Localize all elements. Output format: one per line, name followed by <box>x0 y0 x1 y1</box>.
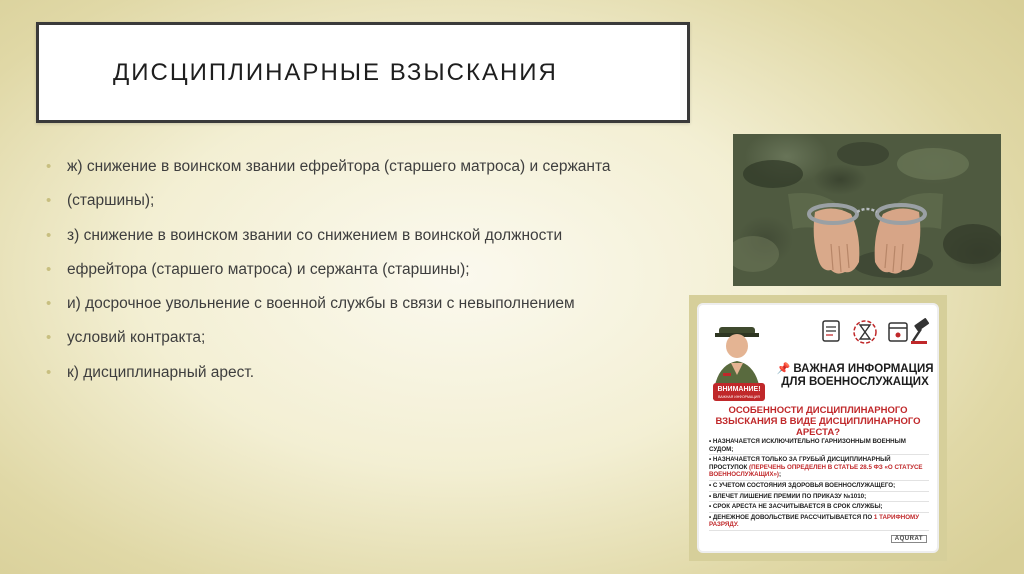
list-item <box>709 437 929 455</box>
poster-card <box>697 303 939 553</box>
list-item <box>709 492 929 503</box>
document-icon <box>823 321 839 341</box>
poster-item-text: • НАЗНАЧАЕТСЯ ТОЛЬКО ЗА ГРУБЫЙ ДИСЦИПЛИНАРНЫЙ ПРОСТУПОК <box>709 456 891 471</box>
info-poster <box>689 295 947 561</box>
title-box <box>36 22 690 123</box>
bullet-dot: • <box>46 363 52 381</box>
handcuffs-photo <box>733 134 1001 286</box>
calendar-icon <box>889 323 907 341</box>
list-item <box>709 502 929 513</box>
hourglass-icon <box>854 321 876 343</box>
bullet-text: ж) снижение в воинском звании ефрейтора (старшего матроса) и сержанта <box>67 158 611 175</box>
warning-badge <box>713 383 765 401</box>
handcuffed-hands-illustration <box>733 134 1001 286</box>
bullet-dot: • <box>46 295 52 313</box>
poster-item-text: • ДЕНЕЖНОЕ ДОВОЛЬСТВИЕ РАССЧИТЫВАЕТСЯ ПО <box>709 513 873 521</box>
poster-icon-row <box>817 317 935 347</box>
list-item <box>46 221 706 255</box>
list-item <box>709 481 929 492</box>
warning-badge-title: ВНИМАНИЕ! <box>717 386 761 393</box>
pin-icon: 📌 <box>776 363 791 375</box>
bullet-dot: • <box>46 226 52 244</box>
bullet-text: условий контракта; <box>67 329 206 347</box>
list-item <box>46 152 706 186</box>
bullet-dot: • <box>46 260 52 278</box>
bullet-dot: • <box>46 329 52 347</box>
bullet-dot: • <box>46 192 52 210</box>
poster-item-text: • СРОК АРЕСТА НЕ ЗАСЧИТЫВАЕТСЯ В СРОК СЛУЖБЫ; <box>709 503 883 511</box>
list-item <box>46 255 706 289</box>
poster-item-note: (ПЕРЕЧЕНЬ ОПРЕДЕЛЕН В СТАТЬЕ 28.5 ФЗ «О СТАТУСЕ ВОЕННОСЛУЖАЩИХ») <box>709 463 923 479</box>
bullet-text: и) досрочное увольнение с военной службы в связи с невыполнением <box>67 295 575 313</box>
bullet-text: ефрейтора (старшего матроса) и сержанта (старшины); <box>67 260 470 278</box>
poster-subheading: ОСОБЕННОСТИ ДИСЦИПЛИНАРНОГО ВЗЫСКАНИЯ В ВИДЕ ДИСЦИПЛИНАРНОГО АРЕСТА? <box>715 405 921 438</box>
poster-item-text: • ВЛЕЧЕТ ЛИШЕНИЕ ПРЕМИИ ПО ПРИКАЗУ №1010; <box>709 492 867 500</box>
list-item <box>46 289 706 323</box>
bullet-list <box>46 152 706 392</box>
bullet-text: (старшины); <box>67 192 155 210</box>
poster-item-text: • С УЧЕТОМ СОСТОЯНИЯ ЗДОРОВЬЯ ВОЕННОСЛУЖАЩЕГО; <box>709 481 896 489</box>
list-item <box>46 358 706 392</box>
list-item <box>709 513 929 531</box>
poster-heading <box>775 363 935 389</box>
poster-signature: AQURAT <box>891 535 927 543</box>
poster-heading-text: ВАЖНАЯ ИНФОРМАЦИЯ ДЛЯ ВОЕННОСЛУЖАЩИХ <box>781 363 934 388</box>
slide-title: ДИСЦИПЛИНАРНЫЕ ВЗЫСКАНИЯ <box>113 58 558 86</box>
warning-badge-subtitle: ВАЖНАЯ ИНФОРМАЦИЯ <box>718 395 760 399</box>
list-item <box>46 323 706 357</box>
list-item: • НАЗНАЧАЕТСЯ ТОЛЬКО ЗА ГРУБЫЙ ДИСЦИПЛИНАРНЫЙ ПРОСТУПОК (ПЕРЕЧЕНЬ ОПРЕДЕЛЕН В СТАТЬЕ 28.5 ФЗ «О СТАТУСЕ ВОЕННОСЛУЖАЩИХ»); <box>709 455 929 481</box>
bullet-text: к) дисциплинарный арест. <box>67 363 255 381</box>
poster-item-note: 1 ТАРИФНОМУ РАЗРЯДУ. <box>709 513 920 529</box>
poster-item-text: • НАЗНАЧАЕТСЯ ИСКЛЮЧИТЕЛЬНО ГАРНИЗОННЫМ ВОЕННЫМ СУДОМ; <box>709 438 906 453</box>
bullet-dot: • <box>46 158 52 175</box>
bullet-text: з) снижение в воинском звании со снижением в воинской должности <box>67 226 563 244</box>
gavel-icon <box>911 318 929 344</box>
list-item <box>46 186 706 220</box>
poster-list <box>709 437 929 531</box>
